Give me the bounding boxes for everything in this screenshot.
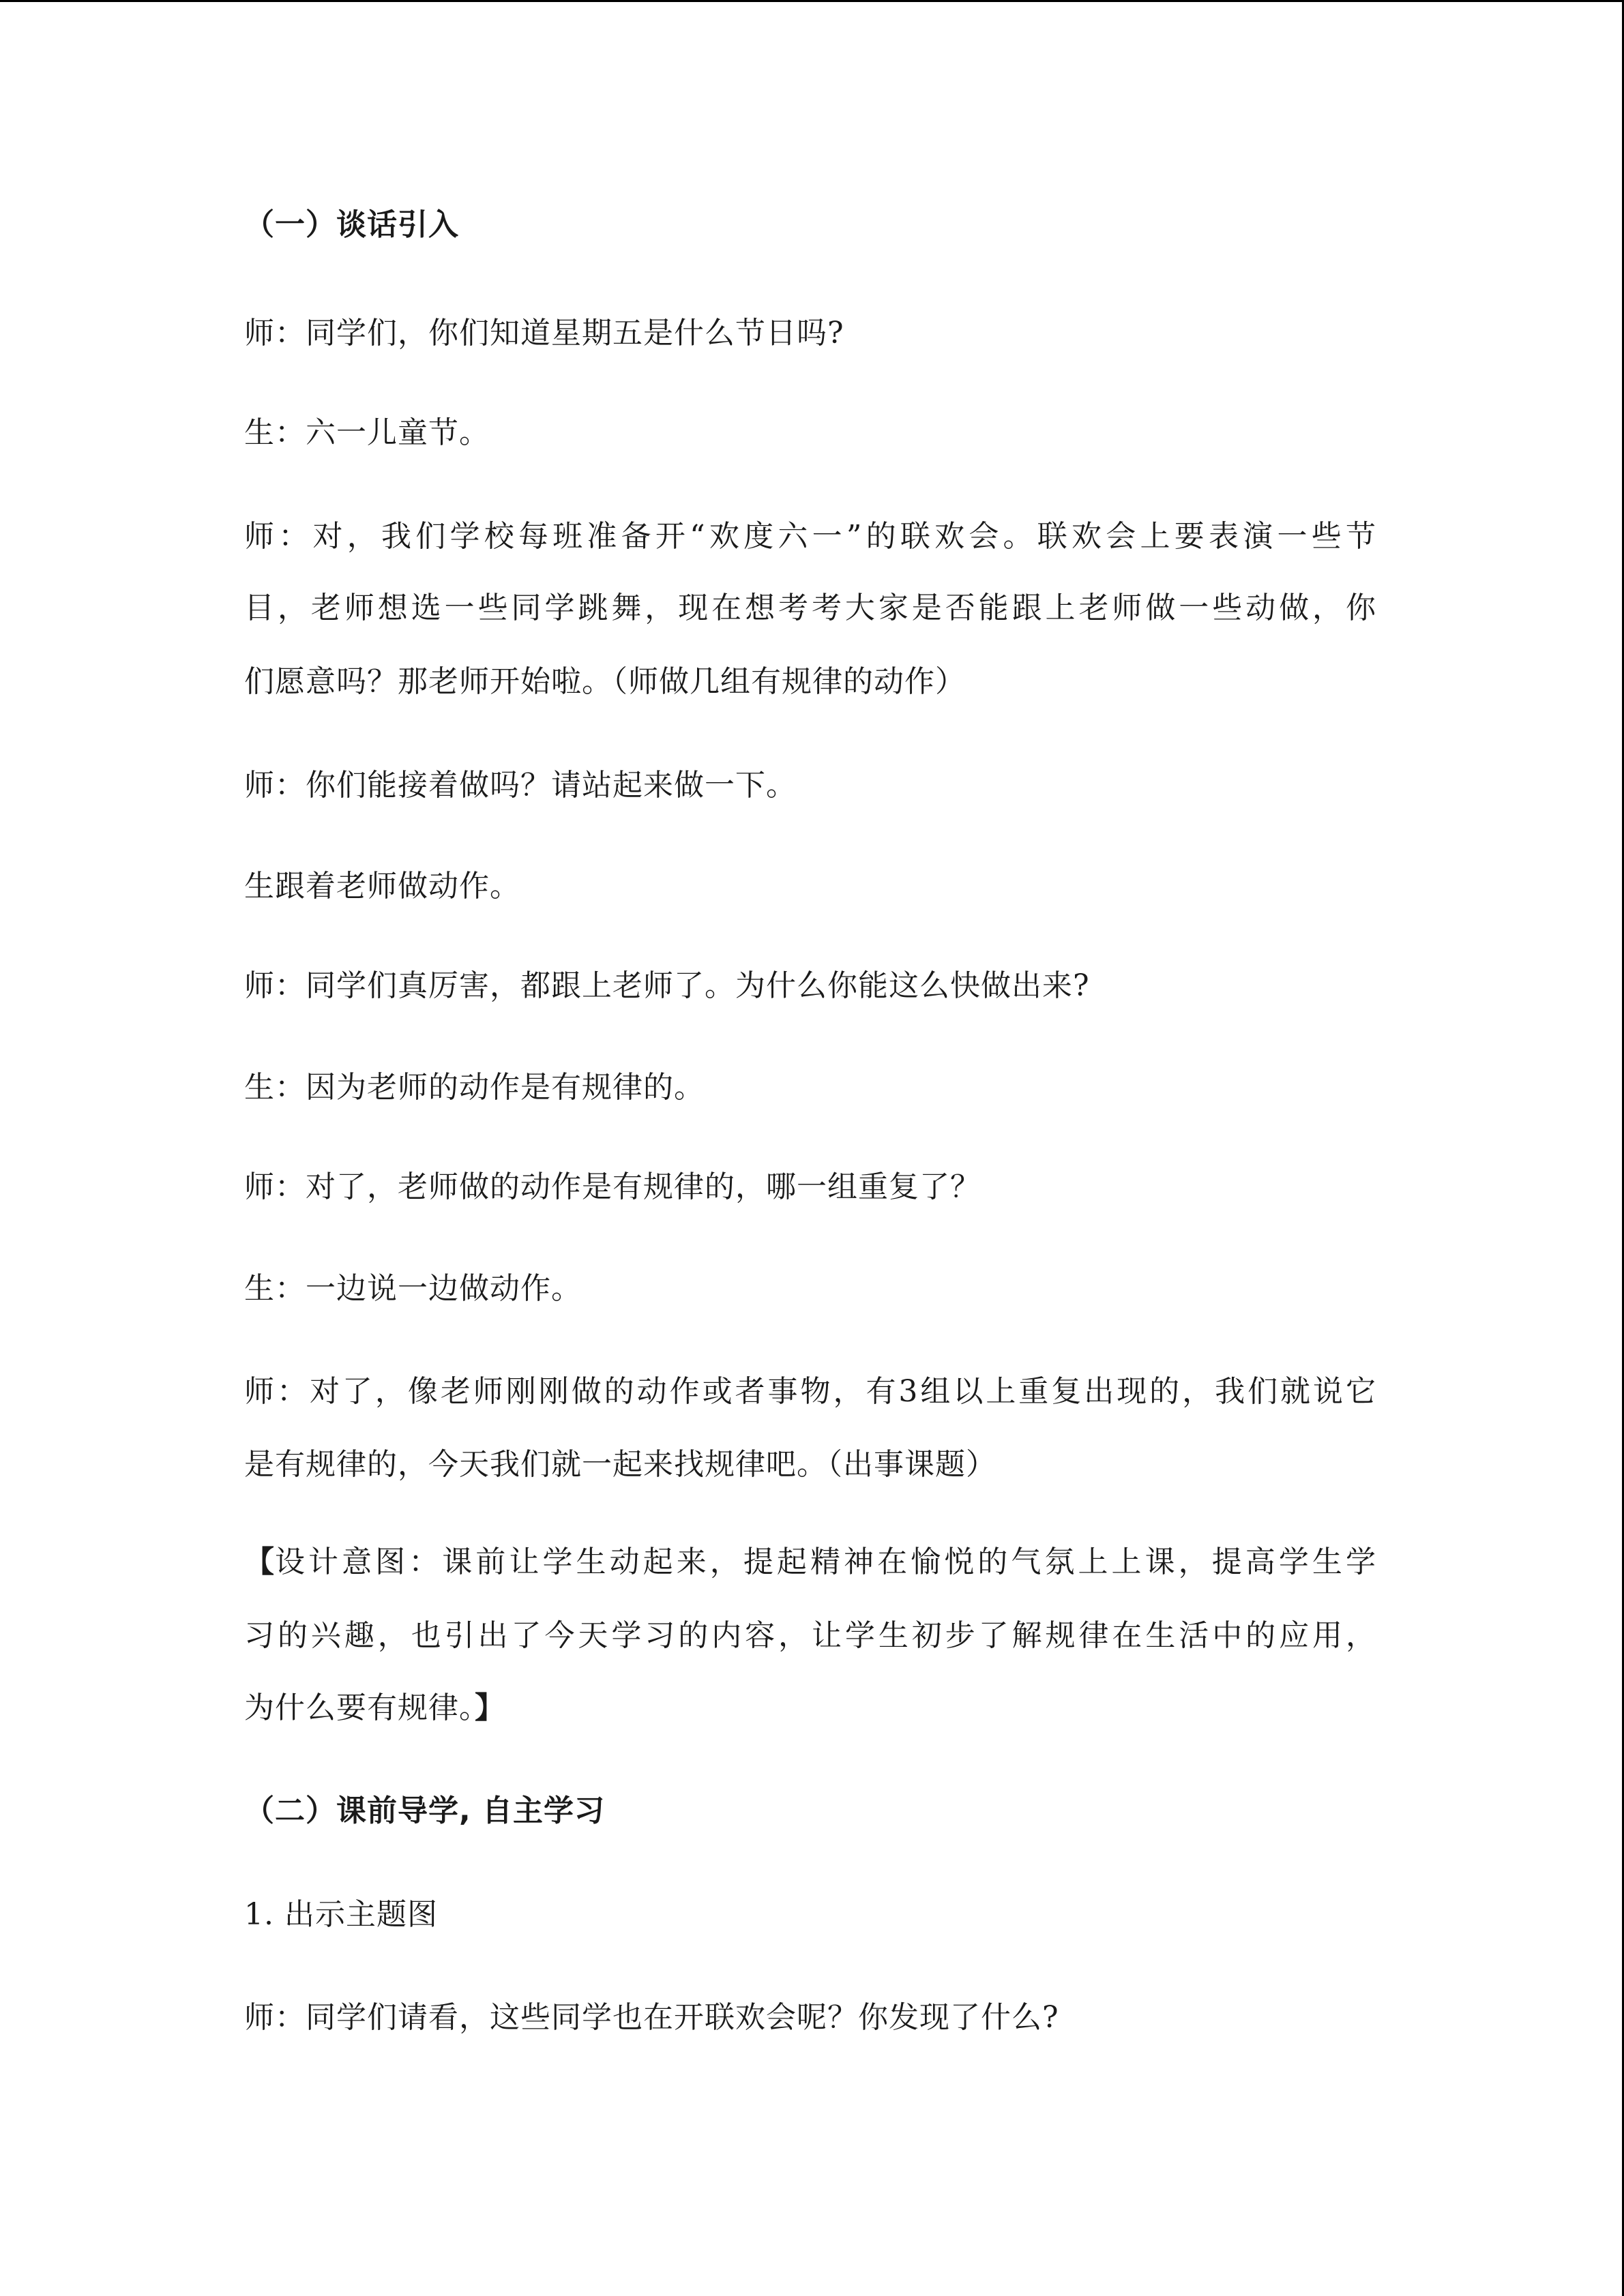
note-text: 为什么要有规律。 [244,1690,475,1725]
list-item: 1. 出示主题图 [244,1897,438,1932]
dialogue-line: 师：同学们请看，这些同学也在开联欢会呢？你发现了什么? [244,2000,1059,2035]
note-text: 设计意图：课前让学生动起来，提起精神在愉悦的气氛上上课，提高学生学 [275,1545,1376,1579]
dialogue-line: 师：对，我们学校每班准备开“欢度六一”的联欢会。联欢会上要表演一些节 [244,519,1376,554]
dialogue-line: 生：一边说一边做动作。 [244,1271,582,1306]
dialogue-line: 师：对了，老师做的动作是有规律的，哪一组重复了？ [244,1169,981,1204]
section-heading-1: （一）谈话引入 [244,207,459,242]
dialogue-line: 是有规律的，今天我们就一起来找规律吧。（出事课题） [244,1447,996,1482]
design-intent-note-line-1 [244,1542,1376,1583]
note-open-bracket: 【 [244,1545,275,1579]
dialogue-line: 师：你们能接着做吗？请站起来做一下。 [244,768,797,803]
dialogue-line: 生：因为老师的动作是有规律的。 [244,1070,705,1105]
dialogue-line: 师：对了，像老师刚刚做的动作或者事物，有3组以上重复出现的，我们就说它 [244,1374,1376,1409]
section-heading-2: （二）课前导学, 自主学习 [244,1793,606,1828]
dialogue-line: 们愿意吗？那老师开始啦。（师做几组有规律的动作） [244,664,966,699]
page-top-border [0,0,1624,2]
note-close-bracket: 】 [475,1690,505,1725]
dialogue-line: 师：同学们真厉害，都跟上老师了。为什么你能这么快做出来? [244,968,1090,1003]
dialogue-line: 生：六一儿童节。 [244,415,490,450]
dialogue-line: 师：同学们，你们知道星期五是什么节日吗? [244,316,844,351]
dialogue-line: 生跟着老师做动作。 [244,869,520,904]
design-intent-note-line-2: 习的兴趣，也引出了今天学习的内容，让学生初步了解规律在生活中的应用， [244,1618,1376,1653]
dialogue-line: 目，老师想选一些同学跳舞，现在想考考大家是否能跟上老师做一些动做，你 [244,591,1376,625]
design-intent-note-line-3 [244,1688,505,1729]
